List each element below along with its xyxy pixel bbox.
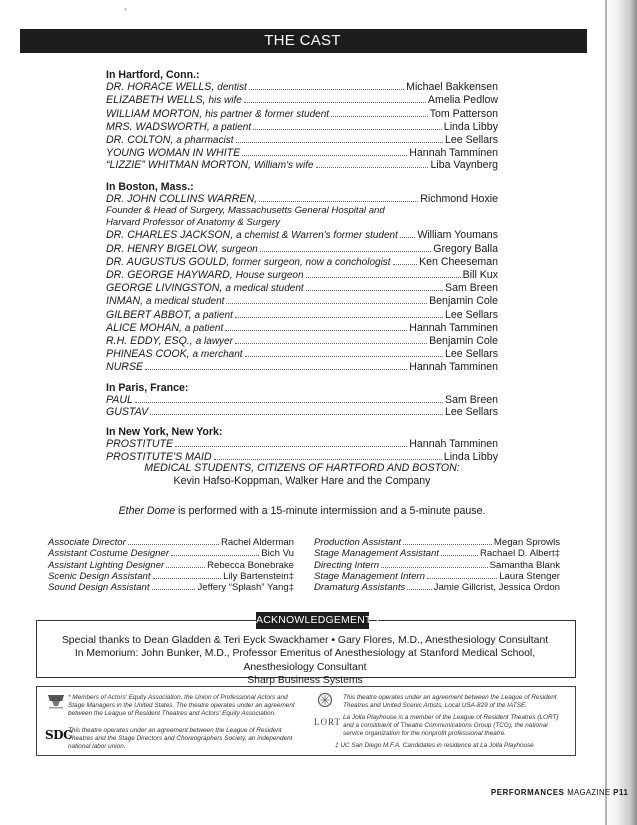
leader-dots bbox=[393, 264, 417, 265]
cast-row bbox=[106, 159, 498, 172]
crew-role: Stage Management Assistant bbox=[314, 548, 439, 560]
role-name bbox=[106, 295, 224, 308]
crew-name: Bich Vu bbox=[261, 548, 294, 560]
cast-row bbox=[106, 94, 498, 107]
cast-row bbox=[106, 229, 498, 242]
leader-dots bbox=[214, 459, 442, 460]
cast-list bbox=[106, 69, 498, 463]
intermission-note bbox=[106, 505, 498, 517]
leader-dots bbox=[253, 129, 442, 130]
role-name bbox=[106, 243, 258, 256]
show-title: Ether Dome bbox=[118, 505, 176, 517]
usa-logo-icon bbox=[314, 692, 336, 708]
equity-logo-icon bbox=[46, 693, 66, 709]
role-name bbox=[106, 147, 240, 159]
role-name bbox=[106, 322, 223, 335]
role-title: “LIZZIE” WHITMAN MORTON, bbox=[106, 159, 251, 172]
role-title: DR. CHARLES JACKSON, bbox=[106, 229, 234, 242]
role-title: YOUNG WOMAN IN WHITE bbox=[106, 147, 241, 160]
leader-dots bbox=[153, 578, 222, 579]
magazine-footer bbox=[491, 788, 628, 797]
crew-name: Samantha Blank bbox=[489, 559, 560, 571]
crew-role: Assistant Lighting Designer bbox=[48, 559, 165, 571]
crew-name: Laura Stenger bbox=[499, 570, 560, 582]
lort-footnote: La Jolla Playhouse is a member of the League of Resident Theatres (LORT) and a constituent of Theatre Communications Group (TCG), the national service organization for the nonprofit professional theatre. bbox=[343, 714, 559, 738]
role-desc: his partner & former student bbox=[205, 108, 330, 120]
role-title: INMAN, bbox=[106, 295, 144, 308]
crew-role: Associate Director bbox=[48, 537, 126, 548]
role-name bbox=[106, 438, 173, 450]
role-name bbox=[106, 121, 251, 134]
role-desc: a chemist & Warren's former student bbox=[236, 230, 398, 242]
title-bar-tick bbox=[584, 29, 587, 53]
leader-dots bbox=[242, 155, 407, 156]
role-name bbox=[106, 94, 242, 107]
cast-row bbox=[106, 406, 498, 418]
actor-name: Amelia Pedlow bbox=[427, 94, 498, 107]
leader-dots bbox=[331, 116, 428, 117]
role-name bbox=[106, 282, 304, 295]
cast-row bbox=[106, 282, 498, 295]
role-title: PAUL bbox=[106, 393, 133, 406]
actor-name: Benjamin Cole bbox=[429, 335, 498, 348]
leader-dots bbox=[259, 201, 418, 202]
page-number: P11 bbox=[613, 788, 629, 797]
leader-dots bbox=[175, 446, 407, 447]
role-description: Harvard Professor of Anatomy & Surgery bbox=[106, 217, 280, 229]
ack-line: Sharp Business Systems bbox=[247, 675, 363, 687]
acknowledgements-text bbox=[40, 634, 570, 688]
leader-dots bbox=[316, 167, 429, 168]
leader-dots bbox=[225, 330, 407, 331]
leader-dots bbox=[249, 89, 404, 90]
leader-dots bbox=[400, 237, 415, 238]
leader-dots bbox=[226, 303, 427, 304]
leader-dots bbox=[150, 414, 443, 415]
role-name bbox=[106, 81, 247, 94]
leader-dots bbox=[236, 142, 444, 143]
role-title: PHINEAS COOK, bbox=[106, 348, 190, 361]
role-title: MRS. WADSWORTH, bbox=[106, 120, 210, 133]
crew-name: Jamie Gillcrist, Jessica Ordon bbox=[433, 582, 560, 594]
role-name bbox=[106, 335, 233, 348]
cast-section bbox=[106, 426, 498, 463]
role-desc: William's wife bbox=[253, 160, 314, 172]
role-desc: his wife bbox=[208, 95, 242, 107]
crew-role: Stage Management Intern bbox=[314, 570, 425, 582]
section-heading: In New York, New York: bbox=[106, 426, 223, 439]
crew-row bbox=[48, 560, 294, 571]
leader-dots bbox=[152, 589, 196, 590]
role-name bbox=[106, 361, 143, 373]
role-title: R.H. EDDY, ESQ., bbox=[106, 335, 193, 348]
leader-dots bbox=[427, 578, 497, 579]
role-desc: a lawyer bbox=[195, 336, 233, 348]
crew-name: Lily Bartenstein‡ bbox=[223, 570, 294, 582]
cast-row bbox=[106, 295, 498, 308]
role-desc: surgeon bbox=[221, 243, 258, 255]
actor-name: Hannah Tamminen bbox=[409, 438, 498, 451]
actor-name: Hannah Tamminen bbox=[409, 147, 498, 160]
leader-dots bbox=[171, 555, 259, 556]
leader-dots bbox=[407, 589, 431, 590]
crew-row bbox=[48, 537, 294, 548]
usa-footnote: This theatre operates under an agreement between the League of Resident Theatres and United Scenic Artists, Local USA-829 of the IATSE. bbox=[343, 694, 557, 710]
actor-name: Bill Kux bbox=[462, 269, 498, 282]
role-desc: House surgeon bbox=[235, 270, 304, 282]
acknowledgements-bar bbox=[256, 612, 379, 629]
leader-dots bbox=[381, 567, 488, 568]
actor-name: Lee Sellars bbox=[445, 134, 498, 147]
actor-name: Tom Patterson bbox=[429, 107, 498, 120]
actor-name: Benjamin Cole bbox=[429, 295, 498, 308]
crew-row bbox=[314, 548, 560, 559]
leader-dots bbox=[244, 102, 426, 103]
role-desc: a merchant bbox=[192, 349, 243, 361]
leader-dots bbox=[306, 290, 443, 291]
actor-name: Lee Sellars bbox=[445, 406, 498, 419]
crew-name: Megan Sprowls bbox=[493, 537, 560, 548]
crew-row bbox=[48, 571, 294, 582]
cast-row bbox=[106, 361, 498, 373]
cast-row bbox=[106, 322, 498, 335]
actor-name: Lee Sellars bbox=[445, 348, 498, 361]
role-title: GILBERT ABBOT, bbox=[106, 308, 192, 321]
leader-dots bbox=[145, 369, 407, 370]
role-title: DR. HENRY BIGELOW, bbox=[106, 242, 219, 255]
role-name bbox=[106, 348, 243, 361]
role-name bbox=[106, 309, 233, 322]
cast-row bbox=[106, 394, 498, 406]
equity-footnote: * Members of Actors' Equity Association, the Union of Professional Actors and Stage Managers in the United States. The theatre operates under an agreement between the League of Resident Theatres and Actors' Equity Association. bbox=[68, 694, 295, 718]
section-heading: In Paris, France: bbox=[106, 381, 189, 394]
cast-row bbox=[106, 81, 498, 94]
crew-name: Rachel Alderman bbox=[220, 537, 294, 548]
crew-role: Scenic Design Assistant bbox=[48, 570, 151, 582]
cast-section bbox=[106, 382, 498, 419]
role-name bbox=[106, 108, 329, 121]
role-title: DR. HORACE WELLS, bbox=[106, 81, 215, 94]
crew-list-left bbox=[48, 537, 294, 593]
role-title: PROSTITUTE'S MAID bbox=[106, 450, 212, 463]
crew-row bbox=[314, 537, 560, 548]
role-name bbox=[106, 406, 148, 418]
role-title: GUSTAV bbox=[106, 406, 149, 419]
role-title: GEORGE LIVINGSTON, bbox=[106, 282, 223, 295]
leader-dots bbox=[403, 544, 492, 545]
leader-dots bbox=[135, 402, 443, 403]
lort-logo: LORT bbox=[314, 717, 341, 727]
actor-name: Liba Vaynberg bbox=[430, 159, 498, 172]
crew-role: Sound Design Assistant bbox=[48, 582, 150, 594]
cast-row bbox=[106, 108, 498, 121]
cast-row bbox=[106, 438, 498, 450]
role-desc: a pharmacist bbox=[176, 135, 234, 147]
leader-dots bbox=[235, 343, 427, 344]
role-title: ELIZABETH WELLS, bbox=[106, 94, 206, 107]
leader-dots bbox=[128, 544, 219, 545]
role-title: NURSE bbox=[106, 361, 144, 374]
ack-line: Special thanks to Dean Gladden & Teri Eyck Swackhamer • Gary Flores, M.D., Anesthesiology Consultant bbox=[61, 635, 549, 646]
crew-row bbox=[48, 548, 294, 559]
leader-dots bbox=[235, 317, 443, 318]
role-title: DR. GEORGE HAYWARD, bbox=[106, 269, 233, 282]
students-names: Kevin Hafso-Koppman, Walker Hare and the Company bbox=[173, 475, 431, 487]
role-name bbox=[106, 394, 133, 406]
crew-name: Rachael D. Albert‡ bbox=[480, 548, 560, 560]
crew-list-right bbox=[314, 537, 560, 593]
crew-role: Dramaturg Assistants bbox=[314, 582, 406, 594]
students-heading: MEDICAL STUDENTS, CITIZENS OF HARTFORD AND BOSTON: bbox=[144, 462, 460, 474]
crew-row bbox=[48, 582, 294, 593]
crew-row bbox=[314, 582, 560, 593]
role-name bbox=[106, 269, 304, 282]
scan-speck bbox=[124, 8, 127, 11]
cast-row bbox=[106, 309, 498, 322]
cast-row bbox=[106, 243, 498, 256]
section-heading: In Hartford, Conn.: bbox=[106, 69, 200, 81]
role-desc: a patient bbox=[184, 322, 224, 334]
leader-dots bbox=[245, 356, 443, 357]
actor-name: Linda Libby bbox=[443, 450, 498, 463]
actor-name: Lee Sellars bbox=[445, 308, 498, 321]
section-heading: In Boston, Mass.: bbox=[106, 180, 194, 193]
magazine-name: PERFORMANCES bbox=[491, 788, 565, 797]
ucsd-footnote: ‡ UC San Diego M.F.A. Candidates in residence at La Jolla Playhouse bbox=[335, 742, 534, 749]
cast-row bbox=[106, 193, 498, 205]
cast-section bbox=[106, 181, 498, 374]
role-name bbox=[106, 229, 398, 242]
actor-name: Linda Libby bbox=[443, 120, 498, 133]
actor-name: Gregory Balla bbox=[433, 242, 498, 255]
cast-row bbox=[106, 269, 498, 282]
actor-name: Sam Breen bbox=[445, 393, 498, 406]
role-desc: dentist bbox=[217, 82, 247, 94]
ack-line: In Memorium: John Bunker, M.D., Professor Emeritus of Anesthesiology at Stanford Medical School, Anesthesiology Consultant bbox=[74, 648, 536, 673]
role-description: Founder & Head of Surgery, Massachusetts General Hospital and bbox=[106, 205, 385, 217]
role-title: PROSTITUTE bbox=[106, 438, 174, 451]
acknowledgements-heading: ACKNOWLEDGEMENTS bbox=[256, 614, 379, 626]
page-title: THE CAST bbox=[264, 32, 341, 49]
role-name bbox=[106, 159, 314, 172]
role-desc: a patient bbox=[212, 121, 252, 133]
role-desc: a medical student bbox=[146, 296, 225, 308]
actor-name: Ken Cheeseman bbox=[419, 255, 498, 268]
sdc-logo: SDC bbox=[45, 728, 73, 742]
cast-section bbox=[106, 69, 498, 173]
role-name bbox=[106, 256, 391, 269]
page-edge-shadow bbox=[603, 0, 637, 825]
role-title: ALICE MOHAN, bbox=[106, 321, 182, 334]
actor-name: Sam Breen bbox=[445, 282, 498, 295]
cast-row bbox=[106, 256, 498, 269]
role-title: DR. JOHN COLLINS WARREN, bbox=[106, 192, 258, 205]
cast-row bbox=[106, 134, 498, 147]
actor-name: Hannah Tamminen bbox=[409, 321, 498, 334]
actor-name: Richmond Hoxie bbox=[420, 192, 498, 205]
magazine-label: MAGAZINE bbox=[567, 788, 611, 797]
role-desc: former surgeon, now a conchologist bbox=[232, 256, 391, 268]
crew-name: Rebecca Bonebrake bbox=[207, 559, 294, 571]
leader-dots bbox=[441, 555, 478, 556]
leader-dots bbox=[166, 567, 205, 568]
crew-row bbox=[314, 571, 560, 582]
page-edge-line bbox=[605, 0, 607, 825]
role-desc: a patient bbox=[194, 309, 233, 321]
role-title: DR. AUGUSTUS GOULD, bbox=[106, 255, 230, 268]
crew-name: Jeffery “Splash” Yang‡ bbox=[197, 582, 294, 594]
actor-name: Michael Bakkensen bbox=[406, 81, 498, 94]
role-name bbox=[106, 134, 234, 147]
cast-row bbox=[106, 348, 498, 361]
sdc-footnote: This theatre operates under an agreement between the League of Resident Theatres and the Stage Directors and Choreographers Society, an independent national labor union. bbox=[68, 727, 293, 751]
role-desc: a medical student bbox=[225, 283, 304, 295]
cast-row bbox=[106, 147, 498, 159]
role-name bbox=[106, 193, 257, 205]
title-bar bbox=[20, 29, 585, 53]
actor-name: William Youmans bbox=[417, 229, 498, 242]
actor-name: Hannah Tamminen bbox=[409, 361, 498, 374]
intermission-text: is performed with a 15-minute intermission and a 5-minute pause. bbox=[175, 505, 486, 517]
cast-row bbox=[106, 335, 498, 348]
leader-dots bbox=[260, 251, 431, 252]
crew-role: Assistant Costume Designer bbox=[48, 548, 170, 560]
cast-row bbox=[106, 121, 498, 134]
role-title: WILLIAM MORTON, bbox=[106, 107, 203, 120]
students-block bbox=[106, 462, 498, 488]
crew-role: Production Assistant bbox=[314, 537, 402, 548]
leader-dots bbox=[306, 277, 461, 278]
crew-role: Directing Intern bbox=[314, 559, 380, 571]
role-title: DR. COLTON, bbox=[106, 134, 174, 147]
crew-row bbox=[314, 560, 560, 571]
